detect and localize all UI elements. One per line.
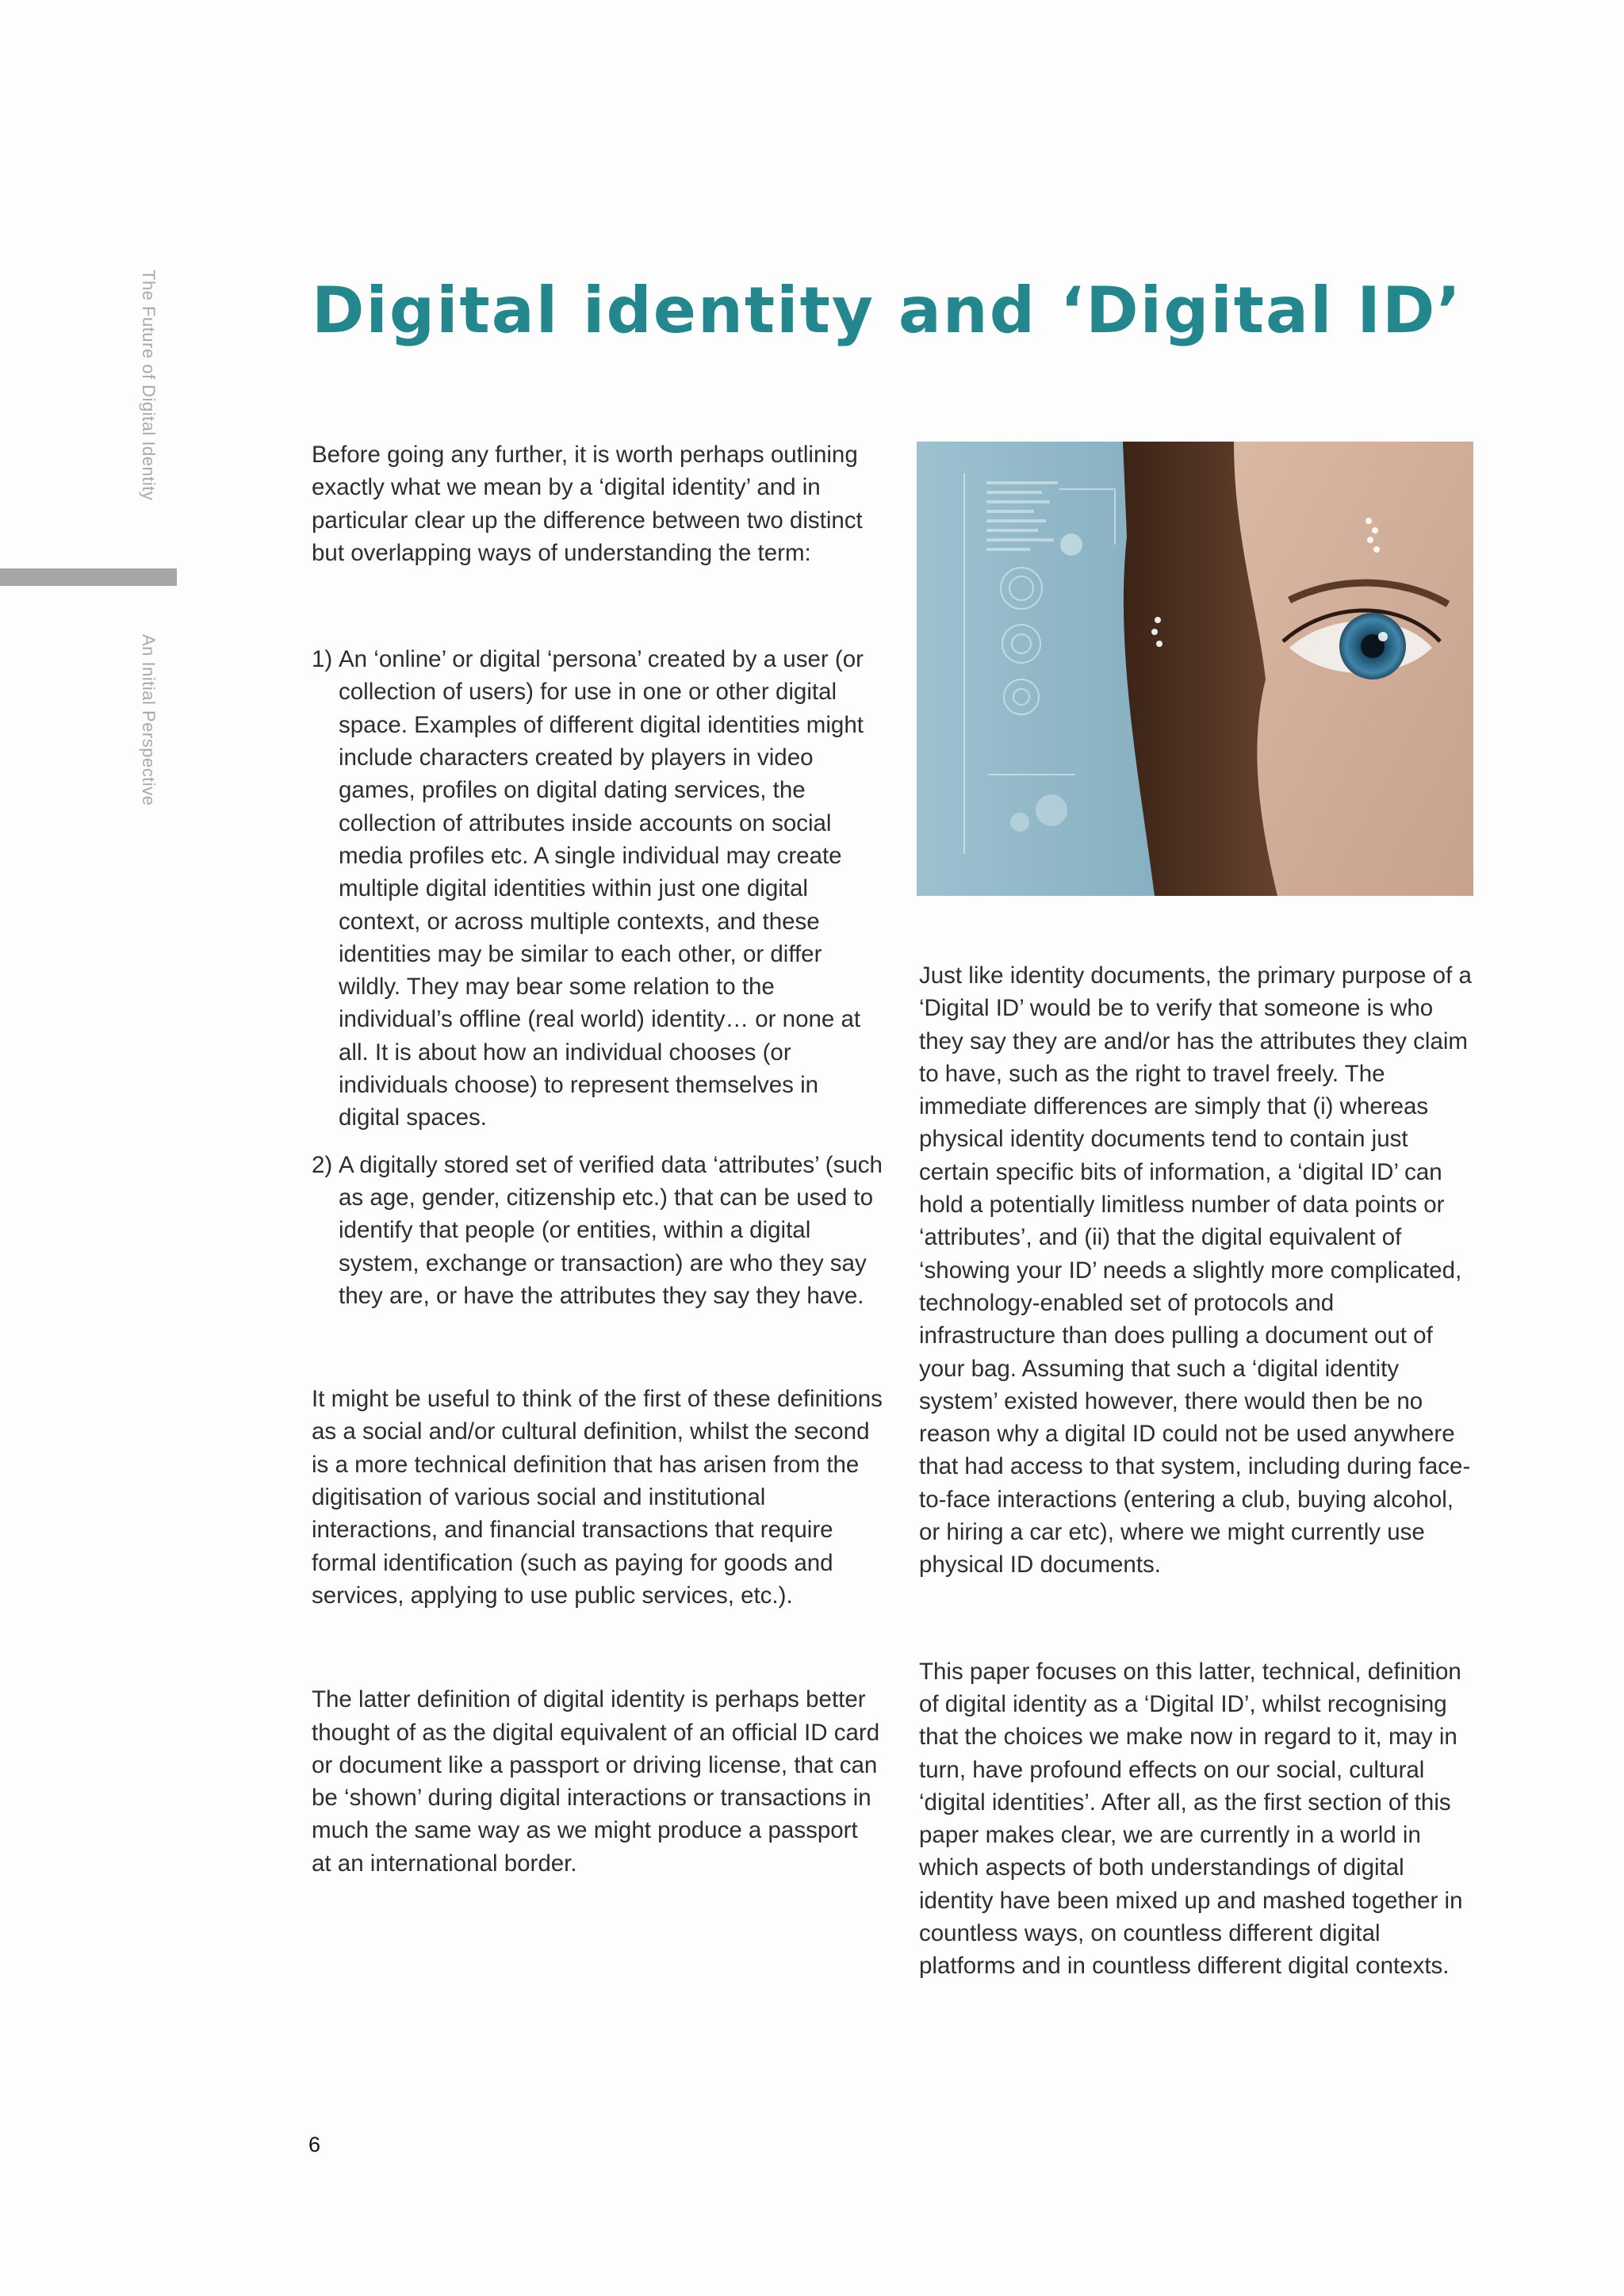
body-paragraph: It might be useful to think of the first of these definitions as a social and/or cultural definition, whilst the second is a more technical definition that has arisen from the digitisation of various social and institutional interactions, and financial transactions that require formal identification (such as paying for goods and services, applying to use public services, etc.). <box>312 1386 883 1609</box>
list-number: 1) <box>312 646 333 673</box>
body-paragraph: This paper focuses on this latter, technical, definition of digital identity as a ‘Digital ID’, whilst recognising that the choices we make now in regard to it, may in turn, have profound effects on our social, cultural ‘digital identities’. After all, as the first section of this paper makes clear, we are currently in a world in which aspects of both understandings of digital identity have been mixed up and mashed together in countless ways, on countless different digital platforms and in countless different digital contexts. <box>919 1658 1463 1980</box>
body-paragraph: The latter definition of digital identity is perhaps better thought of as the digital equivalent of an official ID card or document like a passport or driving license, that can be ‘shown’ during digital interactions or transactions in much the same way as we might produce a passport at an international border. <box>312 1686 880 1877</box>
left-column <box>312 438 883 1880</box>
page-number: 6 <box>308 2133 321 2156</box>
section-title: An Initial Perspective <box>139 634 159 806</box>
definition-list-item <box>312 643 883 1134</box>
running-title: The Future of Digital Identity <box>139 270 159 501</box>
list-number: 2) <box>312 1151 333 1178</box>
list-item-text: An ‘online’ or digital ‘persona’ created by a user (or collection of users) for use in one or other digital space. Examples of different digital identities might include characters created by players in video games, profiles on digital dating services, the collection of attributes inside accounts on social media profiles etc. A single individual may create multiple digital identities within just one digital context, or across multiple contexts, and these identities may be similar to each other, or differ wildly. They may bear some relation to the individual’s offline (real world) identity… or none at all. It is about how an individual chooses (or individuals choose) to represent themselves in digital spaces. <box>339 646 864 1131</box>
intro-paragraph: Before going any further, it is worth perhaps outlining exactly what we mean by a ‘digital identity’ and in particular clear up the difference between two distinct but overlapping ways of understanding the term: <box>312 442 863 566</box>
definition-list-item <box>312 1149 883 1312</box>
body-paragraph: Just like identity documents, the primary purpose of a ‘Digital ID’ would be to verify that someone is who they say they are and/or has the attributes they claim to have, such as the right to travel freely. The immediate differences are simply that (i) whereas physical identity documents tend to contain just certain specific bits of information, a ‘digital ID’ can hold a potentially limitless number of data points or ‘attributes’, and (ii) that the digital equivalent of ‘showing your ID’ needs a slightly more complicated, technology-enabled set of protocols and infrastructure than does pulling a document out of your bag. Assuming that such a ‘digital identity system’ existed however, there would then be no reason why a digital ID could not be used anywhere that had access to that system, including during face-to-face interactions (entering a club, buying alcohol, or hiring a car etc), where we might currently use physical ID documents. <box>919 962 1472 1578</box>
section-marker-bar <box>0 568 177 586</box>
right-column <box>919 959 1474 1983</box>
digital-eye-photo <box>917 442 1473 896</box>
page-title: Digital identity and ‘Digital ID’ <box>312 274 1462 347</box>
list-item-text: A digitally stored set of verified data ‘attributes’ (such as age, gender, citizenship etc.) that can be used to identify that people (or entities, within a digital system, exchange or transaction) are who they say they are, or have the attributes they say they have. <box>339 1151 883 1309</box>
